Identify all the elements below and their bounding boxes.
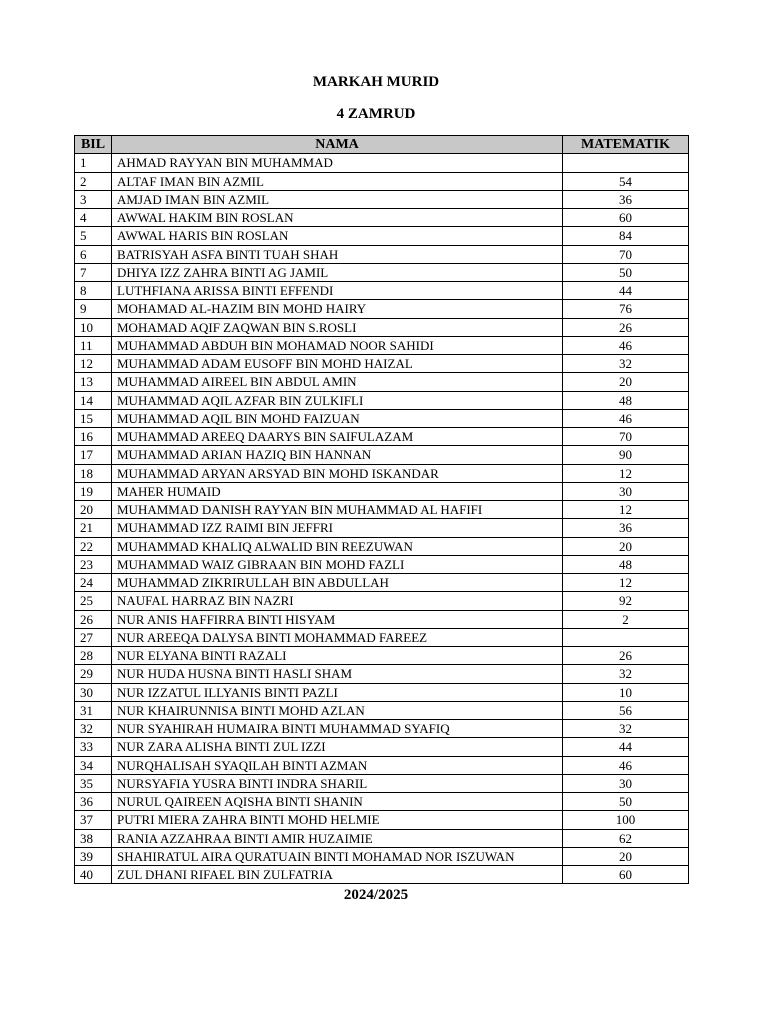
row-matematik: 76 bbox=[563, 300, 689, 318]
row-matematik: 48 bbox=[563, 555, 689, 573]
row-nama: AWWAL HARIS BIN ROSLAN bbox=[112, 227, 563, 245]
row-nama: MUHAMMAD ABDUH BIN MOHAMAD NOOR SAHIDI bbox=[112, 336, 563, 354]
table-row bbox=[75, 318, 689, 336]
table-row bbox=[75, 245, 689, 263]
row-bil: 27 bbox=[75, 628, 112, 646]
table-row bbox=[75, 464, 689, 482]
row-nama: MUHAMMAD ADAM EUSOFF BIN MOHD HAIZAL bbox=[112, 355, 563, 373]
table-row bbox=[75, 519, 689, 537]
table-row bbox=[75, 300, 689, 318]
row-nama: MUHAMMAD AQIL BIN MOHD FAIZUAN bbox=[112, 409, 563, 427]
row-matematik: 56 bbox=[563, 701, 689, 719]
row-matematik: 60 bbox=[563, 209, 689, 227]
row-nama: NUR HUDA HUSNA BINTI HASLI SHAM bbox=[112, 665, 563, 683]
row-bil: 7 bbox=[75, 263, 112, 281]
row-bil: 1 bbox=[75, 154, 112, 172]
row-nama: MUHAMMAD ARYAN ARSYAD BIN MOHD ISKANDAR bbox=[112, 464, 563, 482]
row-nama: MAHER HUMAID bbox=[112, 482, 563, 500]
row-bil: 4 bbox=[75, 209, 112, 227]
row-matematik: 44 bbox=[563, 282, 689, 300]
table-row bbox=[75, 482, 689, 500]
row-nama: NUR IZZATUL ILLYANIS BINTI PAZLI bbox=[112, 683, 563, 701]
row-matematik: 26 bbox=[563, 647, 689, 665]
table-row bbox=[75, 829, 689, 847]
table-row bbox=[75, 592, 689, 610]
row-bil: 25 bbox=[75, 592, 112, 610]
table-row bbox=[75, 811, 689, 829]
row-bil: 20 bbox=[75, 501, 112, 519]
row-bil: 38 bbox=[75, 829, 112, 847]
row-nama: NURUL QAIREEN AQISHA BINTI SHANIN bbox=[112, 793, 563, 811]
row-matematik: 26 bbox=[563, 318, 689, 336]
row-bil: 2 bbox=[75, 172, 112, 190]
row-nama: MUHAMMAD AREEQ DAARYS BIN SAIFULAZAM bbox=[112, 428, 563, 446]
row-nama: NUR AREEQA DALYSA BINTI MOHAMMAD FAREEZ bbox=[112, 628, 563, 646]
academic-year-footer: 2024/2025 bbox=[343, 887, 409, 903]
row-bil: 10 bbox=[75, 318, 112, 336]
row-matematik: 92 bbox=[563, 592, 689, 610]
row-nama: MUHAMMAD ARIAN HAZIQ BIN HANNAN bbox=[112, 446, 563, 464]
row-matematik: 46 bbox=[563, 336, 689, 354]
row-nama: AHMAD RAYYAN BIN MUHAMMAD bbox=[112, 154, 563, 172]
row-nama: MOHAMAD AL-HAZIM BIN MOHD HAIRY bbox=[112, 300, 563, 318]
row-matematik: 44 bbox=[563, 738, 689, 756]
row-matematik: 12 bbox=[563, 464, 689, 482]
row-nama: PUTRI MIERA ZAHRA BINTI MOHD HELMIE bbox=[112, 811, 563, 829]
row-bil: 11 bbox=[75, 336, 112, 354]
row-matematik: 30 bbox=[563, 482, 689, 500]
row-nama: NURSYAFIA YUSRA BINTI INDRA SHARIL bbox=[112, 774, 563, 792]
table-row bbox=[75, 537, 689, 555]
row-bil: 19 bbox=[75, 482, 112, 500]
table-row bbox=[75, 701, 689, 719]
table-row bbox=[75, 574, 689, 592]
row-bil: 33 bbox=[75, 738, 112, 756]
row-nama: NUR ANIS HAFFIRRA BINTI HISYAM bbox=[112, 610, 563, 628]
row-bil: 30 bbox=[75, 683, 112, 701]
table-row bbox=[75, 610, 689, 628]
table-row bbox=[75, 555, 689, 573]
row-matematik: 46 bbox=[563, 409, 689, 427]
table-row bbox=[75, 355, 689, 373]
row-bil: 21 bbox=[75, 519, 112, 537]
table-row bbox=[75, 756, 689, 774]
table-row bbox=[75, 373, 689, 391]
row-nama: RANIA AZZAHRAA BINTI AMIR HUZAIMIE bbox=[112, 829, 563, 847]
row-bil: 16 bbox=[75, 428, 112, 446]
row-nama: MUHAMMAD AQIL AZFAR BIN ZULKIFLI bbox=[112, 391, 563, 409]
header-bil: BIL bbox=[75, 136, 112, 154]
row-bil: 15 bbox=[75, 409, 112, 427]
row-nama: DHIYA IZZ ZAHRA BINTI AG JAMIL bbox=[112, 263, 563, 281]
row-matematik bbox=[563, 154, 689, 172]
table-row bbox=[75, 282, 689, 300]
row-matematik: 32 bbox=[563, 665, 689, 683]
row-bil: 32 bbox=[75, 720, 112, 738]
table-row bbox=[75, 793, 689, 811]
row-bil: 24 bbox=[75, 574, 112, 592]
row-matematik: 50 bbox=[563, 263, 689, 281]
row-bil: 31 bbox=[75, 701, 112, 719]
row-matematik: 90 bbox=[563, 446, 689, 464]
table-row bbox=[75, 172, 689, 190]
table-row bbox=[75, 391, 689, 409]
row-matematik: 54 bbox=[563, 172, 689, 190]
row-bil: 23 bbox=[75, 555, 112, 573]
table-row bbox=[75, 665, 689, 683]
row-matematik: 2 bbox=[563, 610, 689, 628]
row-nama: NUR SYAHIRAH HUMAIRA BINTI MUHAMMAD SYAFIQ bbox=[112, 720, 563, 738]
row-bil: 18 bbox=[75, 464, 112, 482]
row-matematik: 32 bbox=[563, 720, 689, 738]
row-bil: 8 bbox=[75, 282, 112, 300]
row-bil: 34 bbox=[75, 756, 112, 774]
row-nama: MOHAMAD AQIF ZAQWAN BIN S.ROSLI bbox=[112, 318, 563, 336]
row-nama: ZUL DHANI RIFAEL BIN ZULFATRIA bbox=[112, 866, 563, 884]
table-row bbox=[75, 428, 689, 446]
row-bil: 35 bbox=[75, 774, 112, 792]
row-matematik: 50 bbox=[563, 793, 689, 811]
marks-table bbox=[74, 135, 689, 884]
row-nama: LUTHFIANA ARISSA BINTI EFFENDI bbox=[112, 282, 563, 300]
class-name-heading: 4 ZAMRUD bbox=[336, 106, 416, 122]
row-matematik: 84 bbox=[563, 227, 689, 245]
row-bil: 17 bbox=[75, 446, 112, 464]
table-row bbox=[75, 847, 689, 865]
table-row bbox=[75, 501, 689, 519]
row-matematik: 20 bbox=[563, 847, 689, 865]
row-bil: 40 bbox=[75, 866, 112, 884]
row-matematik: 20 bbox=[563, 537, 689, 555]
row-nama: MUHAMMAD AIREEL BIN ABDUL AMIN bbox=[112, 373, 563, 391]
row-nama: MUHAMMAD KHALIQ ALWALID BIN REEZUWAN bbox=[112, 537, 563, 555]
row-matematik: 20 bbox=[563, 373, 689, 391]
row-matematik: 46 bbox=[563, 756, 689, 774]
row-bil: 22 bbox=[75, 537, 112, 555]
row-matematik bbox=[563, 628, 689, 646]
table-row bbox=[75, 720, 689, 738]
row-nama: BATRISYAH ASFA BINTI TUAH SHAH bbox=[112, 245, 563, 263]
row-bil: 39 bbox=[75, 847, 112, 865]
row-bil: 29 bbox=[75, 665, 112, 683]
header-matematik: MATEMATIK bbox=[563, 136, 689, 154]
row-nama: SHAHIRATUL AIRA QURATUAIN BINTI MOHAMAD NOR ISZUWAN bbox=[112, 847, 563, 865]
table-row bbox=[75, 866, 689, 884]
table-row bbox=[75, 409, 689, 427]
row-nama: NURQHALISAH SYAQILAH BINTI AZMAN bbox=[112, 756, 563, 774]
table-row bbox=[75, 336, 689, 354]
row-matematik: 48 bbox=[563, 391, 689, 409]
row-matematik: 70 bbox=[563, 245, 689, 263]
page-title: MARKAH MURID bbox=[312, 74, 440, 90]
row-bil: 13 bbox=[75, 373, 112, 391]
table-row bbox=[75, 628, 689, 646]
row-matematik: 12 bbox=[563, 574, 689, 592]
row-matematik: 12 bbox=[563, 501, 689, 519]
table-row bbox=[75, 446, 689, 464]
table-row bbox=[75, 227, 689, 245]
row-matematik: 32 bbox=[563, 355, 689, 373]
row-nama: AWWAL HAKIM BIN ROSLAN bbox=[112, 209, 563, 227]
row-nama: AMJAD IMAN BIN AZMIL bbox=[112, 190, 563, 208]
row-nama: MUHAMMAD WAIZ GIBRAAN BIN MOHD FAZLI bbox=[112, 555, 563, 573]
row-matematik: 36 bbox=[563, 519, 689, 537]
table-row bbox=[75, 190, 689, 208]
row-matematik: 60 bbox=[563, 866, 689, 884]
table-row bbox=[75, 263, 689, 281]
row-bil: 26 bbox=[75, 610, 112, 628]
table-row bbox=[75, 154, 689, 172]
header-row bbox=[75, 136, 689, 154]
table-row bbox=[75, 683, 689, 701]
table-row bbox=[75, 738, 689, 756]
row-nama: NUR ZARA ALISHA BINTI ZUL IZZI bbox=[112, 738, 563, 756]
row-bil: 12 bbox=[75, 355, 112, 373]
row-matematik: 10 bbox=[563, 683, 689, 701]
row-matematik: 70 bbox=[563, 428, 689, 446]
row-matematik: 100 bbox=[563, 811, 689, 829]
row-bil: 6 bbox=[75, 245, 112, 263]
row-matematik: 36 bbox=[563, 190, 689, 208]
row-bil: 37 bbox=[75, 811, 112, 829]
row-nama: NUR KHAIRUNNISA BINTI MOHD AZLAN bbox=[112, 701, 563, 719]
row-bil: 5 bbox=[75, 227, 112, 245]
row-nama: ALTAF IMAN BIN AZMIL bbox=[112, 172, 563, 190]
row-bil: 9 bbox=[75, 300, 112, 318]
marks-table-body bbox=[75, 154, 689, 884]
row-bil: 3 bbox=[75, 190, 112, 208]
row-matematik: 62 bbox=[563, 829, 689, 847]
row-bil: 28 bbox=[75, 647, 112, 665]
table-row bbox=[75, 774, 689, 792]
table-row bbox=[75, 209, 689, 227]
row-matematik: 30 bbox=[563, 774, 689, 792]
marks-table-header bbox=[75, 136, 689, 154]
row-nama: MUHAMMAD IZZ RAIMI BIN JEFFRI bbox=[112, 519, 563, 537]
row-bil: 36 bbox=[75, 793, 112, 811]
row-nama: NUR ELYANA BINTI RAZALI bbox=[112, 647, 563, 665]
row-nama: MUHAMMAD DANISH RAYYAN BIN MUHAMMAD AL HAFIFI bbox=[112, 501, 563, 519]
row-bil: 14 bbox=[75, 391, 112, 409]
table-row bbox=[75, 647, 689, 665]
row-nama: NAUFAL HARRAZ BIN NAZRI bbox=[112, 592, 563, 610]
header-nama: NAMA bbox=[112, 136, 563, 154]
row-nama: MUHAMMAD ZIKRIRULLAH BIN ABDULLAH bbox=[112, 574, 563, 592]
